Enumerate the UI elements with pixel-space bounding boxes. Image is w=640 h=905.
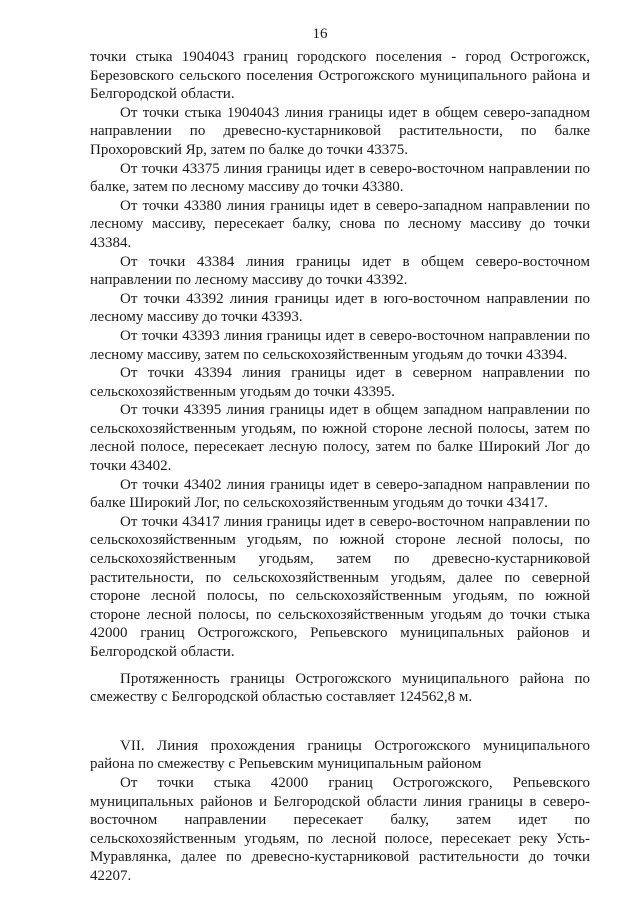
paragraph: От точки 43380 линия границы идет в северо-западном направлении по лесному массиву, пересекает балку, снова по лесному массиву до точки 43384. <box>90 197 590 251</box>
paragraph: От точки 43417 линия границы идет в северо-восточном направлении по сельскохозяйственным угодьям, по южной стороне лесной полосы, по сельскохозяйственным угодьям, затем по древесно-кустарниковой растительности, по сельскохозяйственным угодьям, далее по северной стороне лесной полосы, по сельскохозяйственным угодьям, по южной стороне лесной полосы, по сельскохозяйственным угодьям до точки стыка 42000 границ Острогожского, Репьевского муниципальных районов и Белгородской области. <box>90 513 590 660</box>
paragraph: От точки 43393 линия границы идет в северо-восточном направлении по лесному массиву, затем по сельскохозяйственным угодьям до точки 43394. <box>90 327 590 363</box>
paragraph: От точки 43395 линия границы идет в общем западном направлении по сельскохозяйственным угодьям, по южной стороне лесной полосы, затем по лесной полосе, пересекает лесную полосу, затем по балке Широкий Лог до точки 43402. <box>90 402 590 475</box>
paragraph: От точки стыка 1904043 линия границы идет в общем северо-западном направлении по древесно-кустарниковой растительности, по балке Прохоровский Яр, затем по балке до точки 43375. <box>90 104 590 158</box>
paragraph: От точки 43402 линия границы идет в северо-западном направлении по балке Широкий Лог, по сельскохозяйственным угодьям до точки 43417. <box>90 476 590 512</box>
page-number: 16 <box>312 26 328 42</box>
border-length-paragraph: Протяженность границы Острогожского муниципального района по смежеству с Белгородской областью составляет 124562,8 м. <box>90 670 590 706</box>
paragraph: От точки 43392 линия границы идет в юго-восточном направлении по лесному массиву до точки 43393. <box>90 290 590 326</box>
paragraph: От точки 43384 линия границы идет в общем северо-восточном направлении по лесному массиву до точки 43392. <box>90 253 590 289</box>
paragraph: От точки стыка 42000 границ Острогожского, Репьевского муниципальных районов и Белгородской области линия границы в северо-восточном направлении пересекает балку, затем идет по сельскохозяйственным угодьям, по лесной полосе, пересекает реку Усть-Муравлянка, далее по древесно-кустарниковой растительности до точки 42207. <box>90 774 590 884</box>
paragraph: От точки 43394 линия границы идет в северном направлении по сельскохозяйственным угодьям до точки 43395. <box>90 365 590 400</box>
section-heading: VII. Линия прохождения границы Острогожского муниципального района по смежеству с Репьевским муниципальным районом <box>90 737 590 773</box>
paragraph-continuation: точки стыка 1904043 границ городского поселения - город Острогожск, Березовского сельского поселения Острогожского муниципального района и Белгородской области. <box>90 49 590 103</box>
paragraph: От точки 43375 линия границы идет в северо-восточном направлении по балке, затем по лесному массиву до точки 43380. <box>90 160 590 196</box>
document-body <box>90 48 590 886</box>
